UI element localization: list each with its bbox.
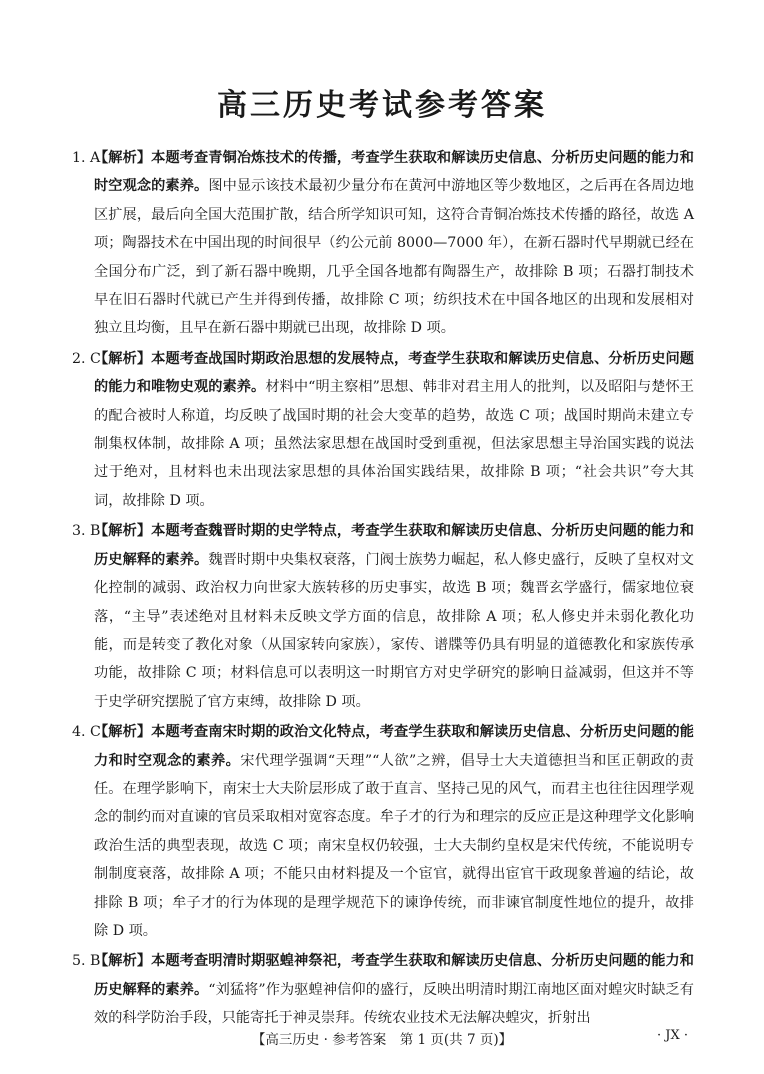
answer-body: 宋代理学强调“天理”“人欲”之辨，倡导士大夫道德担当和匡正朝政的责任。在理学影响下，南宋士大夫阶层形成了敢于直言、坚持己见的风气，而君主也往往因理学观念的制约而对直谏的官员采取相对宽容态度。牟子才的行为和理宗的反应正是这种理学文化影响政治生活的典型表现，故选 C 项；南宋皇权仍较强，士大夫制约皇权是宋代传统，不能说明专制制度衰落，故排除 A 项；不能只由材料提及一个宦官，就得出宦官干政现象普遍的结论，故排除 B 项；牟子才的行为体现的是理学规范下的谏诤传统，而非谏官制度性地位的提升，故排除 D 项。 [94, 752, 694, 939]
answer-number: 1. A [72, 150, 101, 166]
answer-lead: 【解析】本题考查青铜冶炼技术的传播，考查学生获取和解读历史信息、分析历史问题的能力和时空观念的素养。 [94, 150, 694, 195]
answer-item-1 [74, 144, 694, 343]
answer-number: 2. C [72, 350, 101, 367]
answer-item-4 [74, 718, 694, 945]
answer-body: “刘猛将”作为驱蝗神信仰的盛行，反映出明清时期江南地区面对蝗灾时缺乏有效的科学防治手段，只能寄托于神灵崇拜。传统农业技术无法解决蝗灾，折射出 [94, 981, 694, 1027]
answer-lead: 【解析】本题考查战国时期政治思想的发展特点，考查学生获取和解读历史信息、分析历史问题的能力和唯物史观的素养。 [94, 350, 694, 396]
answer-list [74, 144, 694, 1035]
answer-lead: 【解析】本题考查明清时期驱蝗神祭祀，考查学生获取和解读历史信息、分析历史问题的能力和历史解释的素养。 [94, 953, 694, 998]
page-title: 高三历史考试参考答案 [217, 88, 547, 123]
answer-lead: 【解析】本题考查魏晋时期的史学特点，考查学生获取和解读历史信息、分析历史问题的能力和历史解释的素养。 [94, 523, 694, 568]
answer-body: 魏晋时期中央集权衰落，门阀士族势力崛起，私人修史盛行，反映了皇权对文化控制的减弱、政治权力向世家大族转移的历史事实，故选 B 项；魏晋玄学盛行，儒家地位衰落，“主导”表述绝对且材料未反映文学方面的信息，故排除 A 项；私人修史并未弱化教化功能，而是转变了教化对象（从国家转向家族），家传、谱牒等仍具有明显的道德教化和家族传承功能，故排除 C 项；材料信息可以表明这一时期官方对史学研究的影响日益减弱，但这并不等于史学研究摆脱了官方束缚，故排除 D 项。 [94, 551, 694, 710]
answer-item-3 [74, 517, 694, 716]
answer-lead: 【解析】本题考查南宋时期的政治文化特点，考查学生获取和解读历史信息、分析历史问题的能力和时空观念的素养。 [94, 724, 694, 769]
page-footer: 【高三历史 · 参考答案 第 1 页(共 7 页)】 [251, 1032, 513, 1048]
answer-body: 材料中“明主察相”思想、韩非对君主用人的批判，以及昭阳与楚怀王的配合被时人称道，均反映了战国时期的社会大变革的趋势，故选 C 项；战国时期尚未建立专制集权体制，故排除 A 项；虽然法家思想在战国时受到重视，但法家思想主导治国实践的说法过于绝对，且材料也未出现法家思想的具体治国实践结果，故排除 B 项；“社会共识”夸大其词，故排除 D 项。 [94, 379, 694, 509]
answer-number: 5. B [72, 953, 101, 970]
answer-item-2 [74, 345, 694, 515]
answer-number: 4. C [72, 724, 101, 741]
answer-number: 3. B [72, 523, 101, 540]
answer-item-5 [74, 947, 694, 1032]
answer-body: 图中显示该技术最初少量分布在黄河中游地区等少数地区，之后再在各周边地区扩展，最后向全国大范围扩散，结合所学知识可知，这符合青铜冶炼技术传播的路径，故选 A 项；陶器技术在中国出现的时间很早（约公元前 8000—7000 年），在新石器时代早期就已经在全国分布广泛，到了新石器中晚期，几乎全国各地都有陶器生产，故排除 B 项；石器打制技术早在旧石器时代就已产生并得到传播，故排除 C 项；纺织技术在中国各地区的出现和发展相对独立且均衡，且早在新石器中期就已出现，故排除 D 项。 [94, 178, 694, 337]
region-mark: · JX · [657, 1028, 688, 1043]
